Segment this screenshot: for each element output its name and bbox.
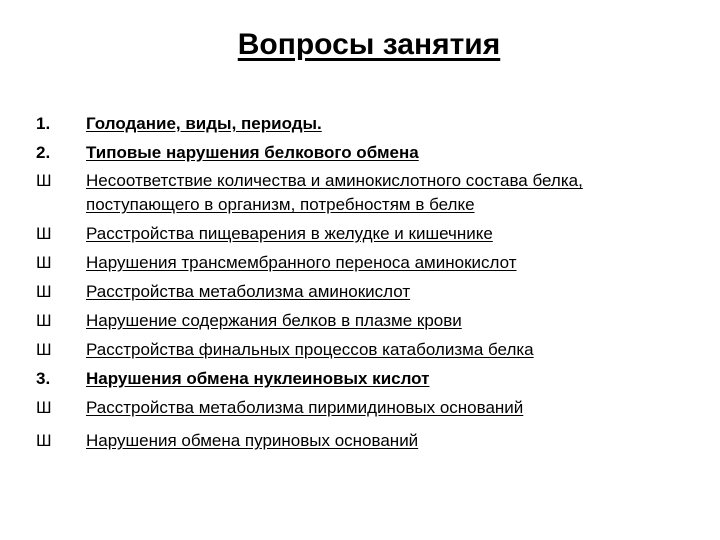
list-marker: 1. bbox=[36, 114, 51, 133]
list-item-text: Нарушения трансмембранного переноса аминокислот bbox=[86, 253, 517, 272]
list-marker: Ш bbox=[36, 398, 52, 417]
list-marker: Ш bbox=[36, 431, 52, 450]
list-marker: 3. bbox=[36, 369, 51, 388]
list-marker: Ш bbox=[36, 282, 52, 301]
list-item-text: Несоответствие количества и аминокислотного состава белка, поступающего в организм, потребностям в белке bbox=[86, 171, 583, 214]
list-item-text: Нарушения обмена пуриновых оснований bbox=[86, 431, 419, 450]
list-item-text: Расстройства метаболизма аминокислот bbox=[86, 282, 411, 301]
list-item-text: Расстройства метаболизма пиримидиновых оснований bbox=[86, 398, 524, 417]
list-marker: Ш bbox=[36, 253, 52, 272]
list-marker: Ш bbox=[36, 340, 52, 359]
list-marker: 2. bbox=[36, 143, 51, 162]
list-item-text: Нарушения обмена нуклеиновых кислот bbox=[86, 369, 430, 388]
list-item-text: Голодание, виды, периоды. bbox=[86, 114, 322, 133]
list-item-text: Расстройства пищеварения в желудке и кишечнике bbox=[86, 224, 493, 243]
list-marker: Ш bbox=[36, 311, 52, 330]
list-item-text: Нарушение содержания белков в плазме крови bbox=[86, 311, 462, 330]
list-marker: Ш bbox=[36, 171, 52, 190]
list-item-text: Расстройства финальных процессов катаболизма белка bbox=[86, 340, 534, 359]
list-marker: Ш bbox=[36, 224, 52, 243]
list-item-text: Типовые нарушения белкового обмена bbox=[86, 143, 419, 162]
page-title: Вопросы занятия bbox=[237, 28, 501, 61]
